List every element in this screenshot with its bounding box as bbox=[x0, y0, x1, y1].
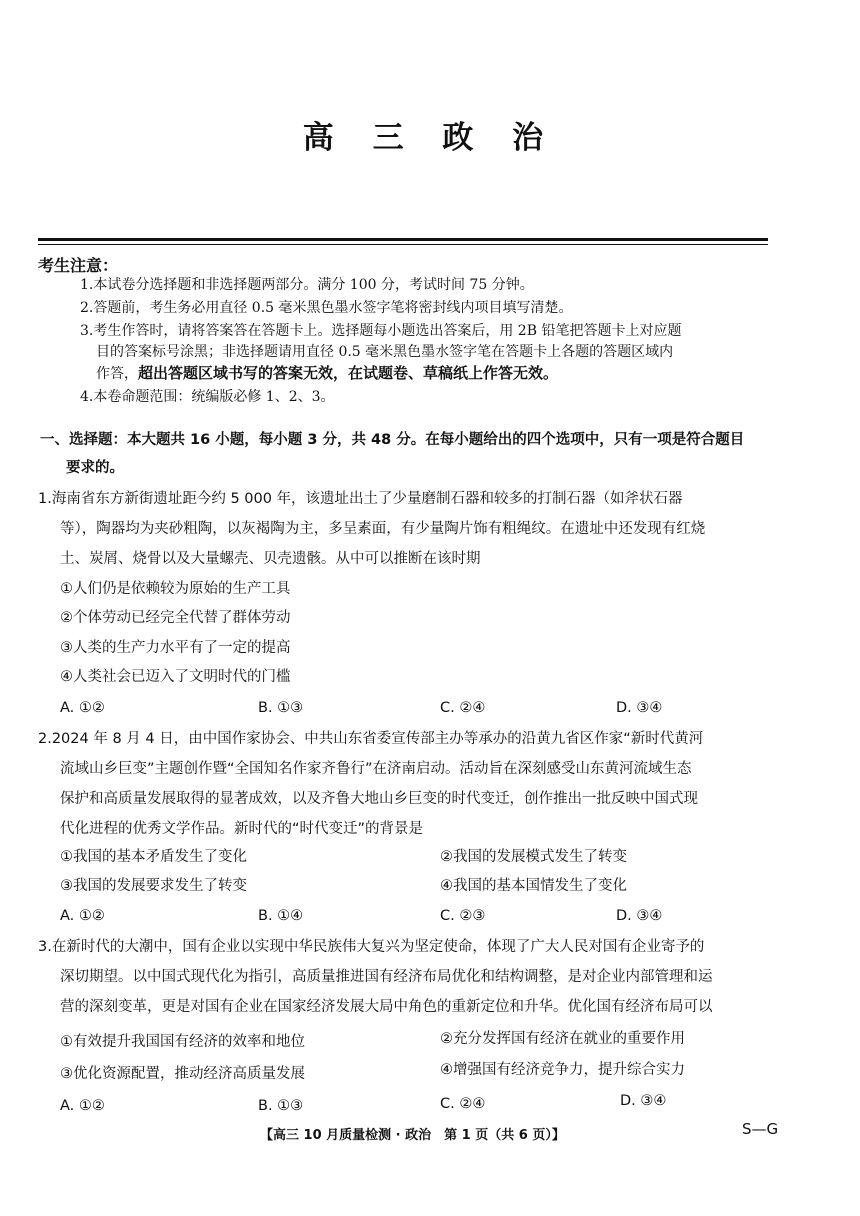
question-2-option: ③我国的发展要求发生了转变 bbox=[60, 878, 247, 894]
header-rule-thick bbox=[38, 238, 768, 241]
section-heading-line2: 要求的。 bbox=[66, 460, 124, 476]
question-3-option: ④增强国有经济竞争力，提升综合实力 bbox=[440, 1062, 685, 1078]
question-2-option: ④我国的基本国情发生了变化 bbox=[440, 878, 627, 894]
question-1-option: ④人类社会已迈入了文明时代的门槛 bbox=[60, 669, 291, 685]
question-3-option: ③优化资源配置，推动经济高质量发展 bbox=[60, 1066, 305, 1082]
question-3-stem bbox=[38, 932, 782, 1022]
notice-heading: 考生注意： bbox=[38, 256, 119, 275]
question-3-choice-b: B. ①③ bbox=[258, 1098, 304, 1114]
question-2-choice-a: A. ①② bbox=[60, 908, 105, 924]
question-1-option: ②个体劳动已经完全代替了群体劳动 bbox=[60, 610, 291, 626]
question-1-choice-d: D. ③④ bbox=[616, 700, 663, 716]
question-1-option: ①人们仍是依赖较为原始的生产工具 bbox=[60, 581, 291, 597]
question-3-choice-c: C. ②④ bbox=[440, 1096, 486, 1112]
notice-item-4: 4.本卷命题范围：统编版必修 1、2、3。 bbox=[80, 389, 335, 405]
question-2-stem-line: 代化进程的优秀文学作品。新时代的“时代变迁”的背景是 bbox=[60, 821, 424, 837]
question-2-choice-c: C. ②③ bbox=[440, 908, 486, 924]
header-rule-thin bbox=[38, 244, 768, 245]
question-1-choice-a: A. ①② bbox=[60, 700, 105, 716]
question-1-stem-line: 等），陶器均为夹砂粗陶，以灰褐陶为主，多呈素面，有少量陶片饰有粗绳纹。在遗址中还发现有红烧 bbox=[60, 521, 706, 537]
notice-item-3-end bbox=[96, 362, 558, 385]
question-2-option: ②我国的发展模式发生了转变 bbox=[440, 849, 627, 865]
question-2-option: ①我国的基本矛盾发生了变化 bbox=[60, 849, 247, 865]
question-2-stem-line: 保护和高质量发展取得的显著成效，以及齐鲁大地山乡巨变的时代变迁，创作推出一批反映中国式现 bbox=[60, 791, 698, 807]
question-2-stem-line: 2.2024 年 8 月 4 日，由中国作家协会、中共山东省委宣传部主办等承办的沿黄九省区作家“新时代黄河 bbox=[38, 731, 704, 747]
paper-code: S—G bbox=[742, 1120, 779, 1138]
notice-bold-warning: 超出答题区域书写的答案无效，在试题卷、草稿纸上作答无效。 bbox=[138, 364, 559, 382]
notice-item-3-end-text: 作答， bbox=[96, 366, 138, 382]
question-1-option: ③人类的生产力水平有了一定的提高 bbox=[60, 640, 291, 656]
question-2-stem bbox=[38, 724, 782, 844]
notice-item-2: 2.答题前，考生务必用直径 0.5 毫米黑色墨水签字笔将密封线内项目填写清楚。 bbox=[80, 300, 573, 316]
notice-item-3: 3.考生作答时，请将答案答在答题卡上。选择题每小题选出答案后，用 2B 铅笔把答题卡上对应题 bbox=[80, 323, 682, 339]
question-2-stem-line: 流域山乡巨变”主题创作暨“全国知名作家齐鲁行”在济南启动。活动旨在深刻感受山东黄河流域生态 bbox=[60, 761, 692, 777]
question-3-option: ①有效提升我国国有经济的效率和地位 bbox=[60, 1034, 305, 1050]
question-1-choice-b: B. ①③ bbox=[258, 700, 304, 716]
question-3-choice-a: A. ①② bbox=[60, 1098, 105, 1114]
question-1-choice-c: C. ②④ bbox=[440, 700, 486, 716]
section-heading-line1: 一、选择题：本大题共 16 小题，每小题 3 分，共 48 分。在每小题给出的四个选项中，只有一项是符合题目 bbox=[40, 432, 745, 448]
page-footer: 【高三 10 月质量检测 · 政治 第 1 页（共 6 页）】 bbox=[260, 1128, 565, 1143]
section-heading bbox=[40, 426, 780, 482]
question-3-choice-d: D. ③④ bbox=[620, 1093, 667, 1109]
question-3-option: ②充分发挥国有经济在就业的重要作用 bbox=[440, 1031, 685, 1047]
question-3-stem-line: 3.在新时代的大潮中，国有企业以实现中华民族伟大复兴为坚定使命，体现了广大人民对国有企业寄予的 bbox=[38, 939, 705, 955]
question-2-choice-b: B. ①④ bbox=[258, 908, 304, 924]
question-3-stem-line: 营的深刻变革，更是对国有企业在国家经济发展大局中角色的重新定位和升华。优化国有经济布局可以 bbox=[60, 999, 713, 1015]
question-1-stem-line: 土、炭屑、烧骨以及大量螺壳、贝壳遗骸。从中可以推断在该时期 bbox=[60, 551, 481, 567]
question-1-stem-line: 1.海南省东方新街遗址距今约 5 000 年，该遗址出土了少量磨制石器和较多的打制石器（如斧状石器 bbox=[38, 491, 683, 507]
question-1-stem bbox=[38, 484, 782, 574]
notice-item-3-cont: 目的答案标号涂黑；非选择题请用直径 0.5 毫米黑色墨水签字笔在答题卡上各题的答题区域内 bbox=[96, 344, 674, 360]
question-3-stem-line: 深切期望。以中国式现代化为指引，高质量推进国有经济布局优化和结构调整，是对企业内部管理和运 bbox=[60, 969, 713, 985]
notice-item-1: 1.本试卷分选择题和非选择题两部分。满分 100 分，考试时间 75 分钟。 bbox=[80, 277, 534, 293]
page-title: 高 三 政 治 bbox=[302, 120, 558, 156]
question-2-choice-d: D. ③④ bbox=[616, 908, 663, 924]
